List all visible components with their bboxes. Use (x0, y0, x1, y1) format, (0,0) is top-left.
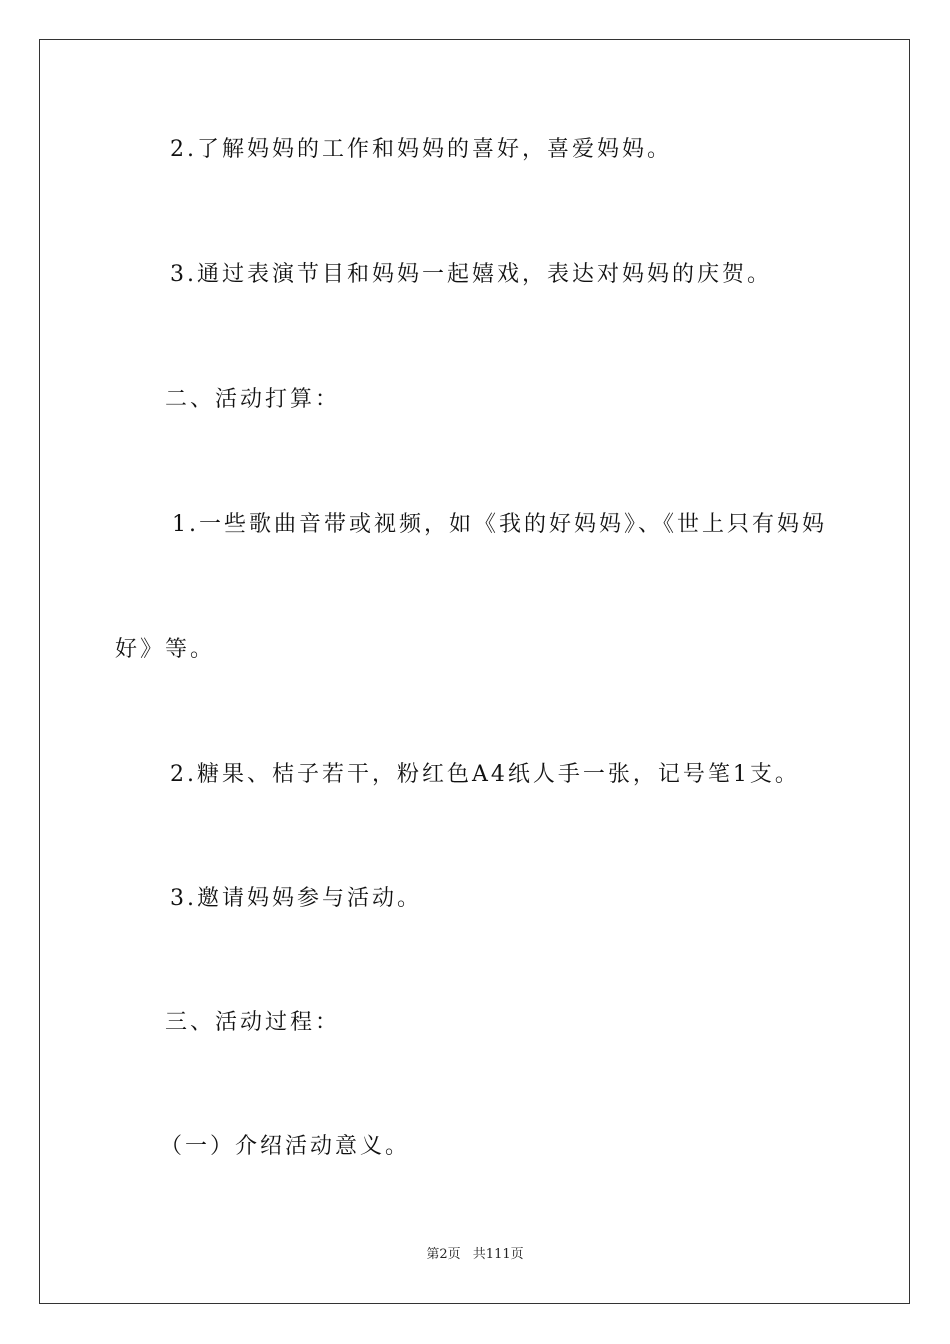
subsection-heading-intro: （一）介绍活动意义。 (160, 1134, 411, 1159)
paragraph-prep-1-continued: 好》等。 (115, 637, 216, 662)
paragraph-goal-3: 3.通过表演节目和妈妈一起嬉戏，表达对妈妈的庆贺。 (170, 262, 772, 287)
page-border (39, 39, 910, 1304)
section-heading-process: 三、活动过程： (165, 1010, 341, 1035)
paragraph-prep-3: 3.邀请妈妈参与活动。 (170, 886, 422, 911)
section-heading-preparation: 二、活动打算： (165, 387, 341, 412)
paragraph-prep-1: 1.一些歌曲音带或视频，如《我的好妈妈》、《世上只有妈妈 (172, 512, 827, 537)
paragraph-goal-2: 2.了解妈妈的工作和妈妈的喜好，喜爱妈妈。 (170, 137, 672, 162)
page-number: 第2页 (426, 1247, 461, 1262)
paragraph-prep-2: 2.糖果、桔子若干，粉红色A4纸人手一张，记号笔1支。 (170, 762, 800, 787)
page-footer (0, 1245, 950, 1265)
total-pages: 共111页 (472, 1247, 524, 1262)
